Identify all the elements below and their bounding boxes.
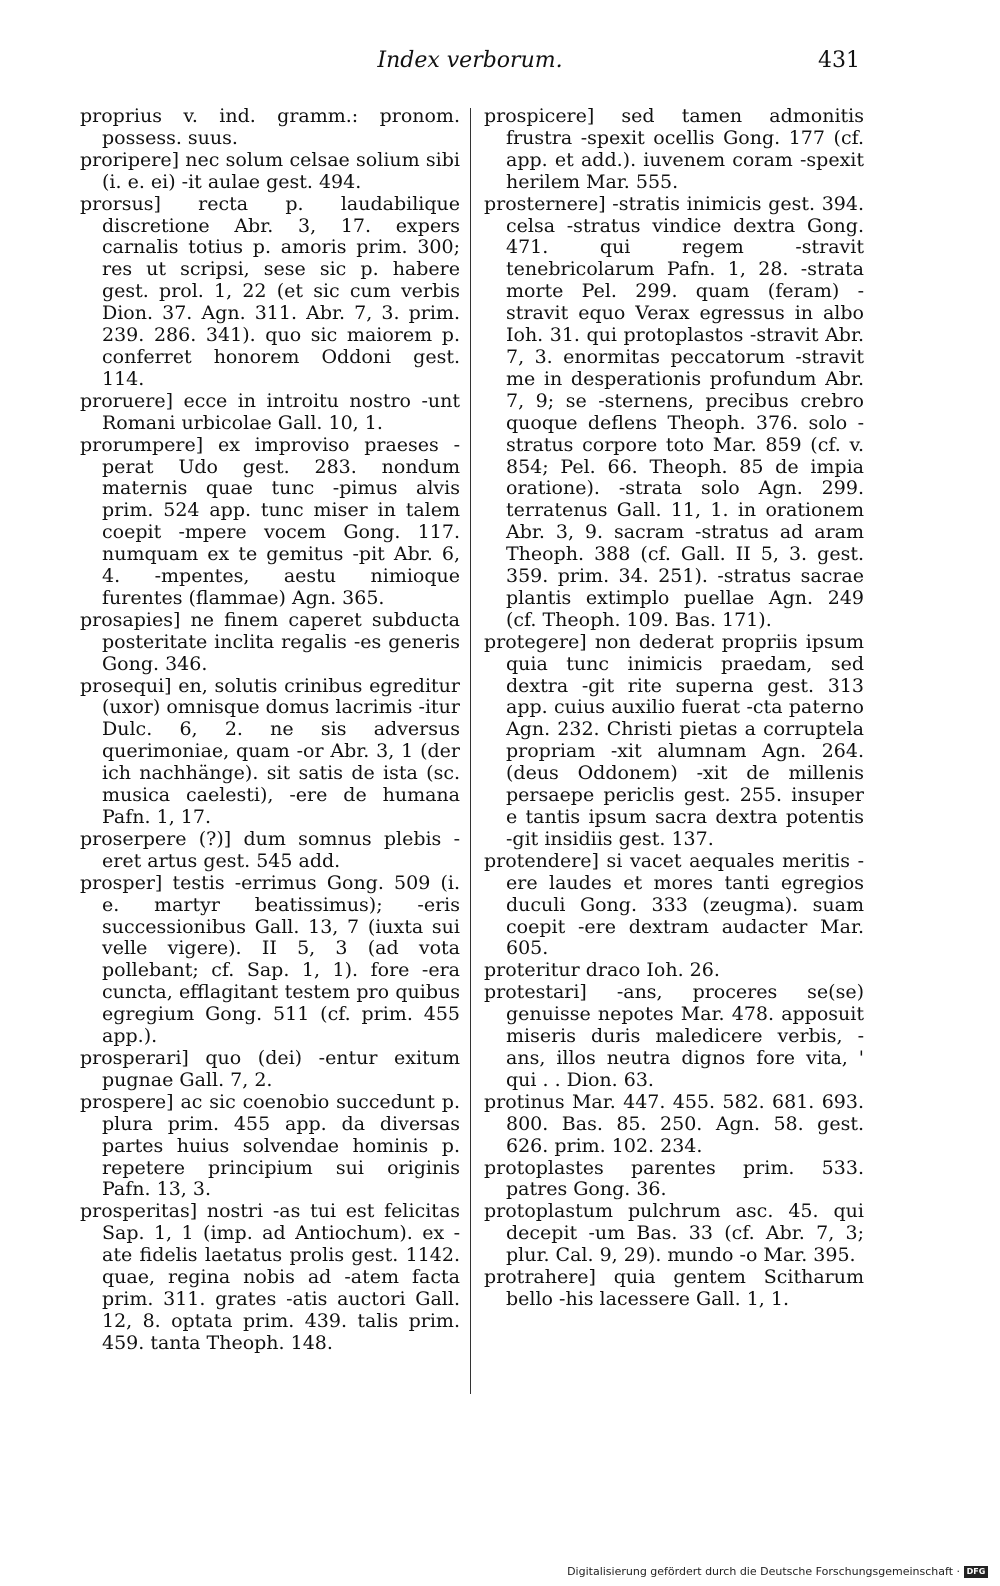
index-entry: protestari] -ans, proceres se(se) genuisse nepotes Mar. 478. apposuit miseris duris maledicere verbis, -ans, illos neutra dignos fore vita, ' qui . . Dion. 63.	[484, 981, 864, 1091]
index-entry: protinus Mar. 447. 455. 582. 681. 693. 800. Bas. 85. 250. Agn. 58. gest. 626. prim. 102. 234.	[484, 1090, 864, 1157]
index-entry: proserpere (?)] dum somnus plebis -eret artus gest. 545 add.	[80, 827, 460, 872]
index-entry: prosequi] en, solutis crinibus egreditur (uxor) omnisque domus lacrimis -itur Dulc. 6, 2. ne sis adversus querimoniae, quam -or Abr. 3, 1 (der ich nachhänge). sit satis de ista (sc. musica caelesti), -ere de humana Pafn. 1, 17.	[80, 674, 460, 828]
index-entry: protegere] non dederat propriis ipsum quia tunc inimicis praedam, sed dextra -git rite superna gest. 313 app. cuius auxilio fuerat -cta paterno Agn. 232. Christi pietas a corruptela propriam -xit alumnam Agn. 264. (deus Oddonem) -xit de millenis persaepe periclis gest. 255. insuper e tantis ipsum sacra dextra potentis -git insidiis gest. 137.	[484, 630, 864, 850]
index-entry: proteritur draco Ioh. 26.	[484, 959, 720, 982]
index-entry: prosper] testis -errimus Gong. 509 (i. e. martyr beatissimus); -eris successionibus Gall. 13, 7 (iuxta sui velle vigere). II 5, 3 (ad vota pollebant; cf. Sap. 1, 1). fore -era cuncta, efflagitant testem pro quibus egregium Gong. 511 (cf. prim. 455 app.).	[80, 871, 460, 1048]
index-entry: prorumpere] ex improviso praeses -perat Udo gest. 283. nondum maternis quae tunc -pimus alvis prim. 524 app. tunc miser in talem coepit -mpere vocem Gong. 117. numquam ex te gemitus -pit Abr. 6, 4. -mpentes, aestu nimioque furentes (flammae) Agn. 365.	[80, 433, 460, 609]
index-entry: proruere] ecce in introitu nostro -unt Romani urbicolae Gall. 10, 1.	[80, 389, 460, 434]
index-entry: proprius v. ind. gramm.: pronom. possess. suus.	[80, 105, 460, 149]
index-entry: prosternere] -stratis inimicis gest. 394. celsa -stratus vindice dextra Gong. 471. qui regem -stravit tenebricolarum Pafn. 1, 28. -strata morte Pel. 299. quam (feram) -stravit equo Verax egressus in albo Ioh. 31. qui protoplastos -stravit Abr. 7, 3. enormitas peccatorum -stravit me in desperationis profundum Abr. 7, 9; se -sternens, precibus crebro quoque deflens Theoph. 376. solo -stratus corpore toto Mar. 859 (cf. v. 854; Pel. 66. Theoph. 85 de impia oratione). -strata solo Agn. 299. terratenus Gall. 11, 1. in orationem Abr. 3, 9. sacram -stratus ad aram Theoph. 388 (cf. Gall. II 5, 3. gest. 359. prim. 34. 251). -stratus sacrae plantis extimplo puellae Agn. 249 (cf. Theoph. 109. Bas. 171).	[484, 192, 864, 631]
index-entry: protoplastum pulchrum asc. 45. qui decepit -um Bas. 33 (cf. Abr. 7, 3; plur. Cal. 9, 29). mundo -o Mar. 395.	[484, 1200, 864, 1267]
left-column	[80, 106, 460, 1355]
digitization-footer	[567, 1565, 988, 1578]
index-entry: proripere] nec solum celsae solium sibi (i. e. ei) -it aulae gest. 494.	[80, 148, 460, 193]
page-number: 431	[818, 48, 860, 73]
index-entry: protendere] si vacet aequales meritis -ere laudes et mores tanti egregios duculi Gong. 333 (zeugma). suam coepit -ere dextram audacter Mar. 605.	[484, 849, 864, 960]
index-entry: protoplastes parentes prim. 533. patres Gong. 36.	[484, 1156, 864, 1201]
index-entry: prospere] ac sic coenobio succedunt p. plura prim. 455 app. da diversas partes huius solvendae hominis p. repetere principium sui originis Pafn. 13, 3.	[80, 1090, 460, 1201]
index-entry: prospicere] sed tamen admonitis frustra -spexit ocellis Gong. 177 (cf. app. et add.). iuvenem coram -spexit herilem Mar. 555.	[484, 105, 864, 193]
index-entry: protrahere] quia gentem Scitharum bello -his lacessere Gall. 1, 1.	[484, 1266, 864, 1310]
column-divider	[470, 108, 471, 1394]
dfg-logo: DFG	[964, 1566, 988, 1578]
index-entry: prosapies] ne finem caperet subducta posteritate inclita regalis -es generis Gong. 346.	[80, 608, 460, 675]
index-entry: prosperitas] nostri -as tui est felicitas Sap. 1, 1 (imp. ad Antiochum). ex -ate fidelis laetatus prolis gest. 1142. quae, regina nobis ad -atem facta prim. 311. grates -atis auctori Gall. 12, 8. optata prim. 439. talis prim. 459. tanta Theoph. 148.	[80, 1200, 460, 1354]
right-column	[484, 106, 864, 1311]
footer-credit: Digitalisierung gefördert durch die Deutsche Forschungsgemeinschaft ·	[567, 1565, 960, 1578]
index-entry: prosperari] quo (dei) -entur exitum pugnae Gall. 7, 2.	[80, 1046, 460, 1091]
page-title: Index verborum.	[377, 48, 563, 73]
index-entry: prorsus] recta p. laudabilique discretione Abr. 3, 17. expers carnalis totius p. amoris prim. 300; res ut scripsi, sese sic p. habere gest. prol. 1, 22 (et sic cum verbis Dion. 37. Agn. 311. Abr. 7, 3. prim. 239. 286. 341). quo sic maiorem p. conferret honorem Oddoni gest. 114.	[80, 192, 460, 390]
page-header	[80, 46, 860, 80]
